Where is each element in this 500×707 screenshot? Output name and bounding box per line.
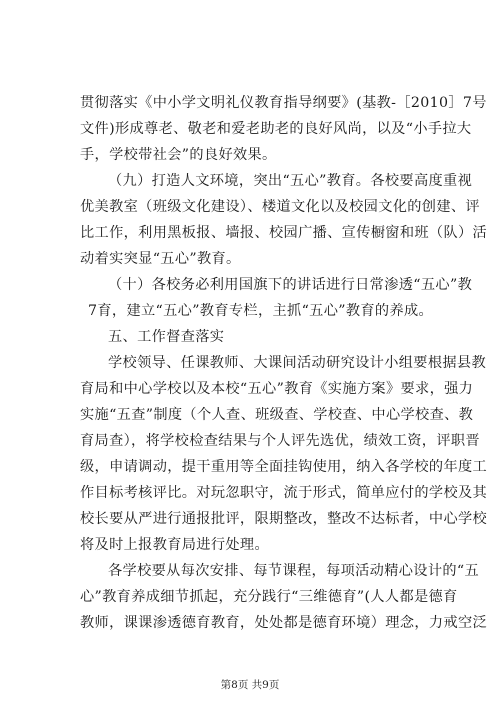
text-line: 将及时上报教育局进行处理。	[80, 537, 269, 553]
text-line: 文件)形成尊老、敬老和爱老助老的良好风尚，以及“小手拉大	[80, 121, 472, 137]
text-line: 学校领导、任课教师、大课间活动研究设计小组要根据县教	[108, 355, 486, 371]
text-line: （九）打造人文环境，突出“五心”教育。各校要高度重视	[108, 173, 473, 189]
page-number: 第8页 共9页	[220, 679, 280, 691]
text-line: 动着实突显“五心”教育。	[80, 251, 241, 267]
text-line: 心”教育养成细节抓起，充分践行“三维德育”(人人都是德育	[80, 589, 458, 605]
text-line: 贯彻落实《中小学文明礼仪教育指导纲要》(基教-［2010］7号	[80, 95, 487, 111]
text-line: 校长要从严进行通报批评，限期整改，整改不达标者，中心学校	[80, 511, 488, 527]
text-line: 实施“五查”制度（个人查、班级查、学校查、中心学校查、教	[80, 407, 474, 423]
text-line: 育局查），将学校检查结果与个人评先选优，绩效工资，评职晋	[80, 433, 480, 449]
text-line: 育局和中心学校以及本校“五心”教育《实施方案》要求，强力	[80, 381, 474, 397]
text-line: 作目标考核评比。对玩忽职守，流于形式，简单应付的学校及其	[80, 485, 488, 501]
text-line: 教师，课课渗透德育教育，处处都是德育环境）理念，力戒空泛	[80, 615, 488, 631]
text-line: （十）各校务必利用国旗下的讲话进行日常渗透“五心”教	[108, 277, 473, 293]
text-line: 7育，建立“五心”教育专栏，主抓“五心”教育的养成。	[88, 303, 434, 319]
section-heading: 五、工作督查落实	[108, 329, 225, 345]
text-line: 优美教室（班级文化建设）、楼道文化以及校园文化的创建、评	[80, 199, 480, 215]
text-line: 手，学校带社会”的良好效果。	[80, 147, 277, 163]
text-line: 级，申请调动，提干重用等全面挂钩使用，纳入各学校的年度工	[80, 459, 488, 475]
text-line: 各学校要从每次安排、每节课程，每项活动精心设计的“五	[108, 563, 480, 579]
text-line: 比工作，利用黑板报、墙报、校园广播、宣传橱窗和班（队）活	[80, 225, 488, 241]
